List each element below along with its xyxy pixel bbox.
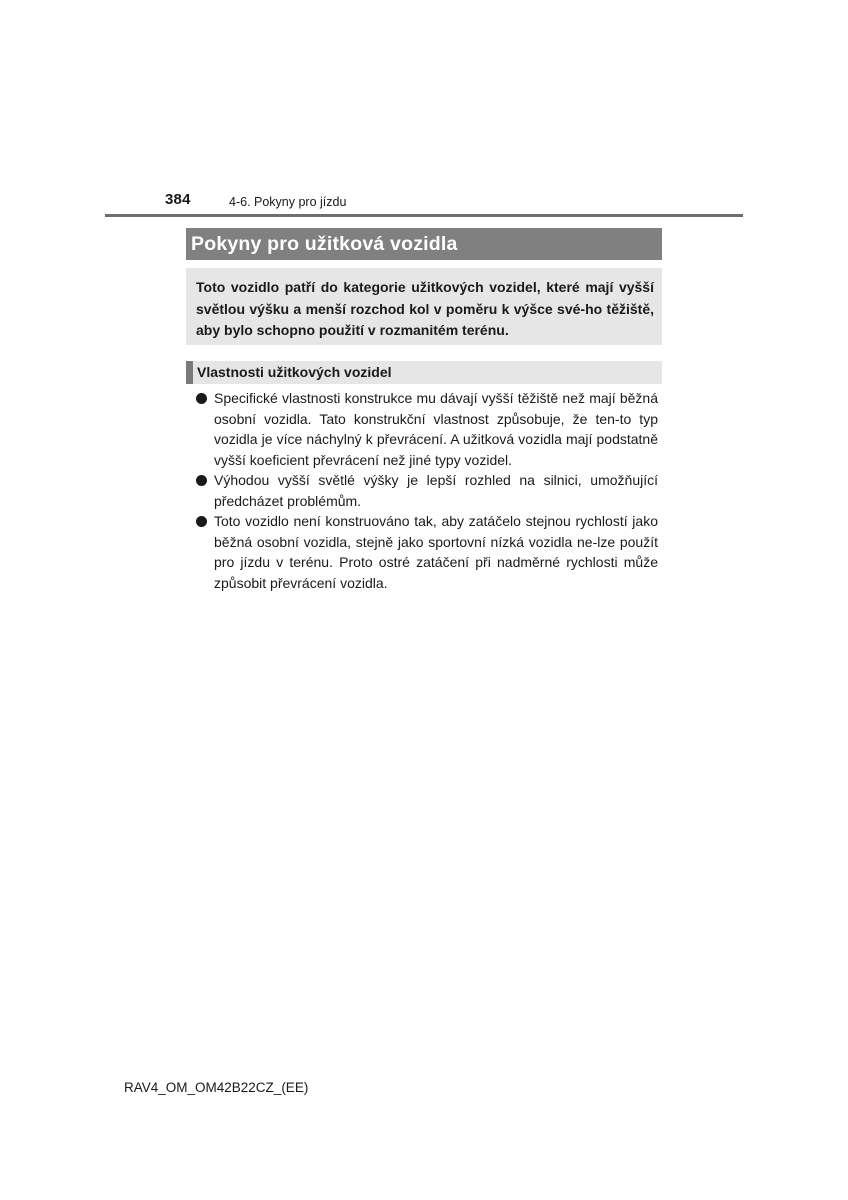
list-item-text: Toto vozidlo není konstruováno tak, aby zatáčelo stejnou rychlostí jako běžná osobní vozidla, stejně jako sportovní nízká vozidla ne-lze použít pro jízdu v terénu. Proto ostré zatáčení při nadměrné rychlosti může způsobit převrácení vozidla. (214, 513, 658, 591)
list-item (196, 511, 658, 593)
header-divider (105, 214, 743, 217)
section-path: 4-6. Pokyny pro jízdu (229, 195, 347, 209)
document-code: RAV4_OM_OM42B22CZ_(EE) (124, 1080, 309, 1095)
list-item-text: Specifické vlastnosti konstrukce mu dávají vyšší těžiště než mají běžná osobní vozidla. Tato konstrukční vlastnost způsobuje, že ten-to typ vozidla je více náchylný k převrácení. A užitková vozidla mají podstatně vyšší koeficient převrácení než jiné typy vozidel. (214, 390, 658, 468)
subsection-heading: Vlastnosti užitkových vozidel (186, 361, 662, 384)
list-item (196, 388, 658, 470)
bullet-list (196, 388, 658, 593)
list-item-text: Výhodou vyšší světlé výšky je lepší rozhled na silnici, umožňující předcházet problémům. (214, 472, 658, 509)
bullet-icon (196, 475, 207, 486)
bullet-icon (196, 393, 207, 404)
page-number: 384 (165, 191, 191, 208)
page-title: Pokyny pro užitková vozidla (186, 228, 662, 260)
list-item (196, 470, 658, 511)
bullet-icon (196, 516, 207, 527)
intro-paragraph: Toto vozidlo patří do kategorie užitkových vozidel, které mají vyšší světlou výšku a menší rozchod kol v poměru k výšce své-ho těžiště, aby bylo schopno použití v rozmanitém terénu. (186, 268, 662, 345)
